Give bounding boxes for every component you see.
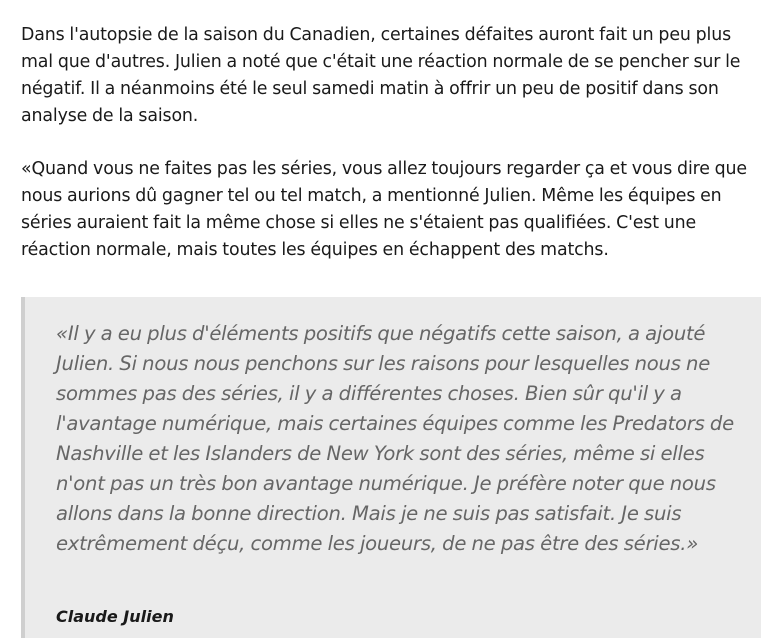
blockquote [21, 297, 761, 638]
article-paragraph: «Quand vous ne faites pas les séries, vous allez toujours regarder ça et vous dire que nous aurions dû gagner tel ou tel match, a mentionné Julien. Même les équipes en séries auraient fait la même chose si elles ne s'étaient pas qualifiées. C'est une réaction normale, mais toutes les équipes en échappent des matchs. [21, 159, 747, 260]
quote-author: Claude Julien [56, 607, 174, 626]
article-paragraph: Dans l'autopsie de la saison du Canadien, certaines défaites auront fait un peu plus mal que d'autres. Julien a noté que c'était une réaction normale de se pencher sur le négatif. Il a néanmoins été le seul samedi matin à offrir un peu de positif dans son analyse de la saison. [21, 25, 741, 126]
quote-text: «Il y a eu plus d'éléments positifs que négatifs cette saison, a ajouté Julien. Si nous nous penchons sur les raisons pour lesquelles nous ne sommes pas des séries, il y a différentes choses. Bien sûr qu'il y a l'avantage numérique, mais certaines équipes comme les Predators de Nashville et les Islanders de New York sont des séries, même si elles n'ont pas un très bon avantage numérique. Je préfère noter que nous allons dans la bonne direction. Mais je ne suis pas satisfait. Je suis extrêmement déçu, comme les joueurs, de ne pas être des séries.» [56, 322, 734, 555]
